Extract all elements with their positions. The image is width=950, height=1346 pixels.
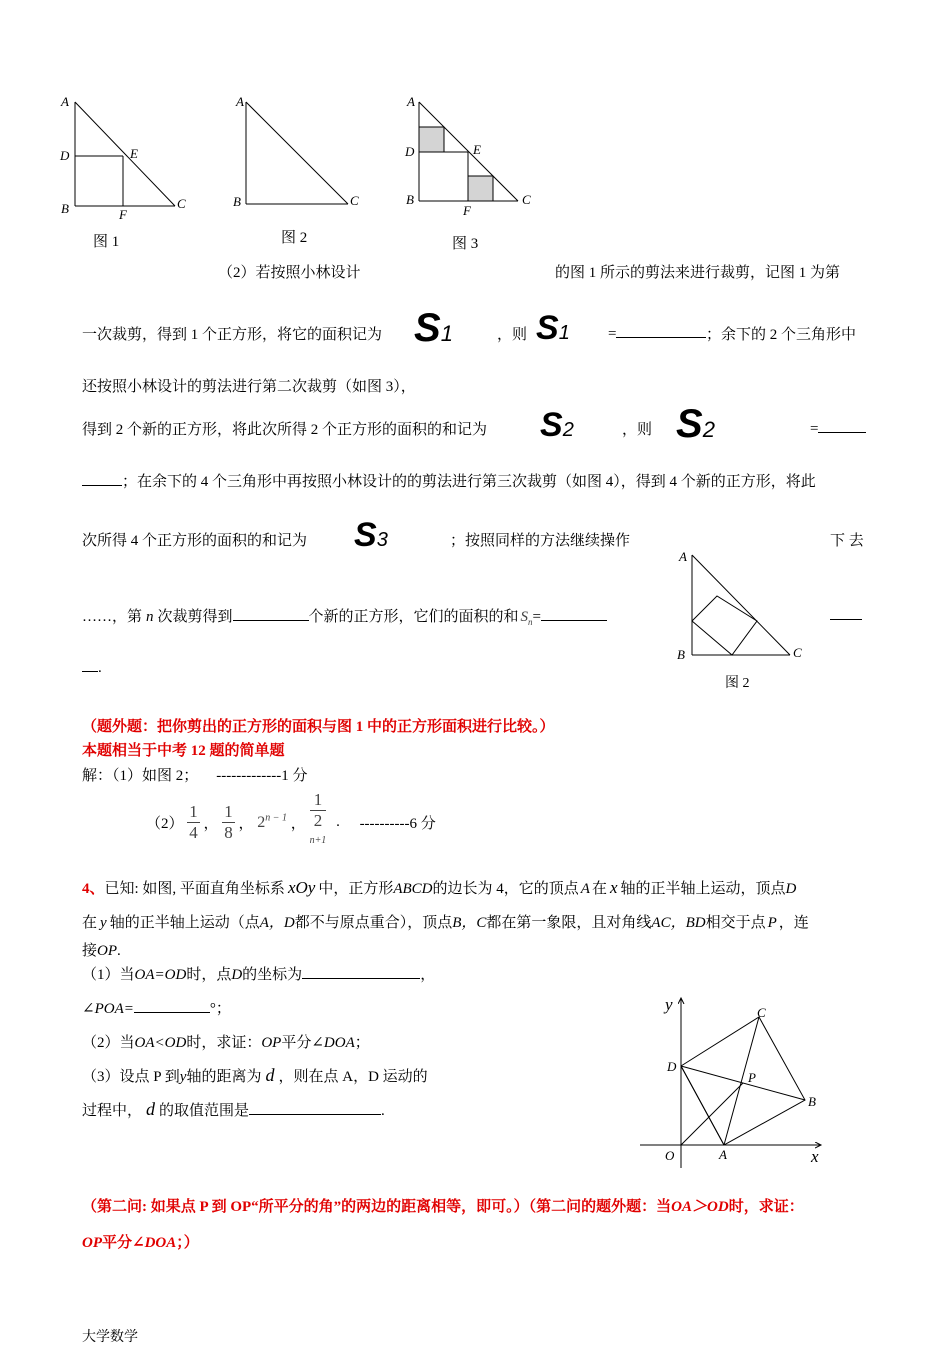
answer-blank-count[interactable] [233, 606, 309, 621]
footer-text: 大学数学 [82, 1330, 138, 1345]
fig3-label-F: F [463, 203, 471, 218]
S1-symbol: S1 [414, 306, 453, 350]
q2-line3: 还按照小林设计的剪法进行第二次裁剪（如图 3）， [82, 379, 416, 395]
segment-OP [681, 1083, 743, 1145]
q2-line2-c: = [608, 323, 706, 343]
coord-label-y: y [665, 995, 673, 1014]
fig2-label-B: B [233, 194, 241, 209]
frac2-num: 1 [224, 801, 233, 821]
answer-blank-angle[interactable] [134, 998, 210, 1013]
frac1-den: 4 [189, 822, 198, 842]
coord-label-O: O [665, 1148, 675, 1163]
fig1-label-A: A [61, 94, 69, 109]
second-part-note-2: OP平分∠DOA；） [82, 1235, 199, 1251]
figR-label-A: A [679, 549, 687, 564]
q2-line2-b: ，则 [497, 327, 528, 343]
q4-part3: （3）设点 P 到y轴的距离为 d ，则在点 A，D 运动的 [82, 1065, 428, 1085]
q2-line4-a: 得到 2 个新的正方形，将此次所得 2 个正方形的面积的和记为 [82, 422, 488, 438]
fig1-label-B: B [61, 201, 69, 216]
S2-symbol-2: S2 [676, 402, 715, 446]
q4-part3-range: 过程中， d 的取值范围是 . [82, 1099, 385, 1119]
fig2-caption: 图 2 [281, 230, 308, 246]
coord-label-D: D [667, 1059, 677, 1074]
extra-question-note: （题外题：把你剪出的正方形的面积与图 1 中的正方形面积进行比较。） [82, 719, 555, 735]
second-part-note: （第二问: 如果点 P 到 OP“所平分的角”的两边的距离相等，即可。）（第二问的题外题：当OA＞OD时，求证： [82, 1199, 804, 1215]
q4-part1: （1）当OA=OD时，点D的坐标为 ， [82, 963, 435, 984]
coord-label-B: B [808, 1094, 816, 1109]
fig3-label-B: B [406, 192, 414, 207]
q4-part2: （2）当OA<OD时，求证：OP平分∠DOA； [82, 1035, 370, 1051]
fig2-label-A: A [236, 94, 244, 109]
q4-line2: 在 y 轴的正半轴上运动（点A，D都不与原点重合），顶点B，C都在第一象限，且对角线AC，BD相交于点 P ，连 [82, 915, 809, 931]
answer-blank-S2-cont[interactable] [82, 471, 122, 486]
fig3-caption: 图 3 [452, 236, 479, 252]
q2-line8: . [82, 657, 102, 677]
q2-line5: ；在余下的 4 个三角形中再按照小林设计的的剪法进行第三次裁剪（如图 4），得到 4 个新的正方形，将此 [82, 470, 816, 491]
fig1-label-C: C [177, 196, 186, 211]
coord-label-A: A [719, 1147, 727, 1162]
q2-line2-a: 一次裁剪，得到 1 个正方形，将它的面积记为 [82, 327, 383, 343]
S2-symbol: S2 [540, 406, 574, 444]
frac2-den: 8 [224, 822, 233, 842]
answer-blank-d-range[interactable] [249, 1100, 381, 1115]
frac3-num: 1 [310, 790, 327, 811]
figure-2 [230, 92, 370, 222]
fig2-label-C: C [350, 193, 359, 208]
q2-line6-c: 下 去 [830, 533, 864, 549]
figR-label-C: C [793, 645, 802, 660]
coord-label-x: x [811, 1147, 819, 1166]
q4-line3: 接OP. [82, 943, 121, 959]
answer-blank-Sn-cont[interactable] [830, 605, 862, 625]
q2-line4-b: ，则 [622, 422, 653, 438]
q2-line4-c: = [810, 418, 866, 438]
answer-blank-S1[interactable] [616, 323, 706, 338]
fig3-label-E: E [473, 142, 481, 157]
fig3-label-D: D [405, 144, 415, 159]
solution-line1: 解：（1）如图 2； -------------1 分 [82, 768, 308, 784]
solution-line2: （2） $\frac{1}{4}$ ， $\frac{1}{8}$ ， $2^{n - 1}$ ， 1 2 $^{n+1}$ . ----------6 分 [146, 790, 436, 846]
fig1-label-D: D [60, 148, 70, 163]
fig1-label-E: E [130, 146, 138, 161]
fig1-caption: 图 1 [93, 234, 120, 250]
figR-caption: 图 2 [725, 676, 750, 691]
q2-line6-a: 次所得 4 个正方形的面积的和记为 [82, 533, 308, 549]
fig3-label-A: A [407, 94, 415, 109]
q2-line7: ……，第 n 次裁剪得到 个新的正方形，它们的面积的和 $S_n=$ [82, 605, 607, 627]
q2-line1-a: （2）若按照小林设计 [218, 265, 361, 281]
fig1-label-F: F [119, 207, 127, 222]
q4-part1-angle: ∠POA= °； [82, 997, 231, 1018]
fig3-label-C: C [522, 192, 531, 207]
coord-label-C: C [757, 1005, 766, 1020]
answer-blank-Sn[interactable] [541, 606, 607, 621]
coord-label-P: P [748, 1070, 756, 1085]
q2-line6-b: ；按照同样的方法继续操作 [450, 533, 631, 549]
answer-blank-S2[interactable] [818, 418, 866, 433]
q4-line1: 4、已知: 如图, 平面直角坐标系 xOy 中，正方形ABCD的边长为 4，它的顶点 A 在 x 轴的正半轴上运动，顶点D [82, 878, 797, 897]
figR-label-B: B [677, 647, 685, 662]
figure-1 [55, 92, 195, 222]
figure-3 [402, 92, 542, 222]
q2-line1-b: 的图 1 所示的剪法来进行裁剪，记图 1 为第 [555, 265, 841, 281]
S3-symbol: S3 [354, 516, 388, 554]
answer-blank-D-coord[interactable] [302, 964, 420, 979]
coordinate-figure [635, 990, 835, 1170]
frac1-num: 1 [189, 801, 198, 821]
difficulty-note: 本题相当于中考 12 题的简单题 [82, 743, 285, 759]
q2-line2-d: ；余下的 2 个三角形中 [706, 327, 857, 343]
S1-symbol-2: S1 [536, 309, 570, 347]
